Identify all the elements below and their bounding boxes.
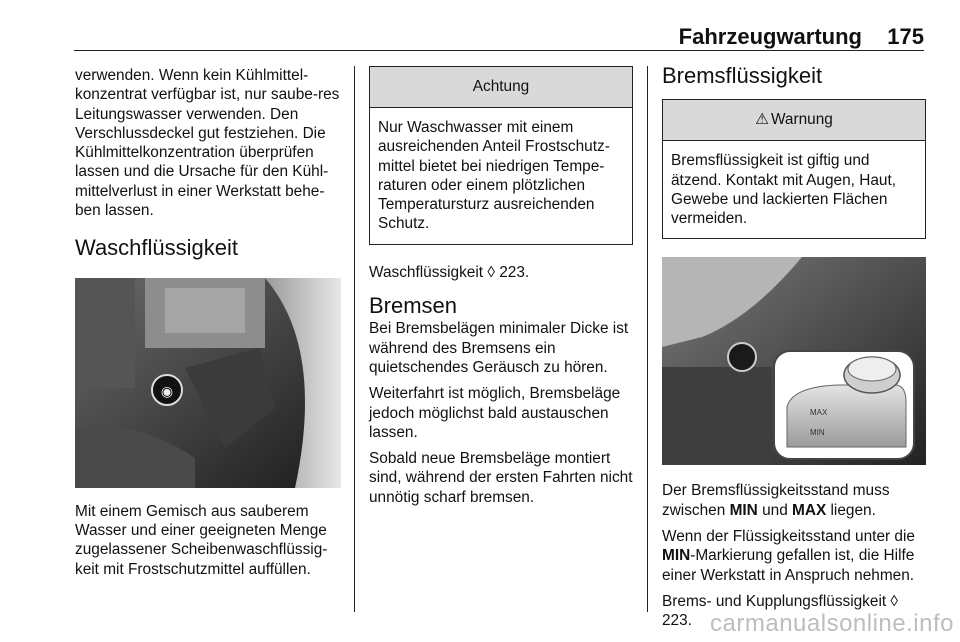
watermark: carmanualsonline.info <box>710 610 954 637</box>
brake-reservoir-illustration <box>662 257 926 465</box>
min-label: MIN <box>810 428 825 438</box>
brakes-heading: Bremsen <box>369 293 458 319</box>
column-2 <box>369 66 633 514</box>
max-label: MAX <box>810 408 828 418</box>
column-1 <box>75 66 341 586</box>
warning-body: Bremsflüssigkeit ist giftig und ätzend. Kontakt mit Augen, Haut, Gewebe und lackierten Flächen vermeiden. <box>671 152 897 228</box>
warning-box <box>662 99 926 239</box>
brake-fluid-heading: Bremsflüssigkeit <box>662 63 823 88</box>
column-divider <box>647 66 648 612</box>
warning-icon: ⚠ <box>755 111 769 129</box>
page-header <box>0 0 960 60</box>
brake-fluid-reference: Brems- und Kupplungsflüssigkeit ◊ 223. <box>662 592 899 630</box>
brake-fluid-paragraph-2: Wenn der Flüssigkeitsstand unter die MIN-Markierung gefallen ist, die Hilfe einer Werkstatt in Anspruch nehmen. <box>662 528 915 584</box>
brakes-paragraph-1: Bei Bremsbelägen minimaler Dicke ist während des Bremsens ein quietschendes Geräusch zu hören. <box>369 320 629 376</box>
warning-header <box>663 100 925 141</box>
washer-reservoir-illustration <box>75 278 341 488</box>
column-divider <box>354 66 355 612</box>
washer-fluid-caption: Mit einem Gemisch aus sauberem Wasser und einer geeigneten Menge zugelassener Scheibenwaschflüssig-keit mit Frostschutzmittel auffüllen. <box>75 502 328 578</box>
section-title: Fahrzeugwartung <box>678 24 862 49</box>
brake-fluid-paragraph-1: Der Bremsflüssigkeitsstand muss zwischen MIN und MAX liegen. <box>662 482 890 519</box>
caution-box <box>369 66 633 245</box>
coolant-paragraph: verwenden. Wenn kein Kühlmittel-konzentrat verfügbar ist, nur saube-res Leitungswasser verwenden. Den Verschlussdeckel gut festziehen. Die Kühlmittelkonzentration überprüfen lassen und die Ursache für den Kühl-mittelverlust in einer Werkstatt behe-ben lassen. <box>75 67 340 220</box>
brake-fluid-photo <box>662 257 926 465</box>
brakes-paragraph-3: Sobald neue Bremsbeläge montiert sind, während der ersten Fahrten nicht unnötig scharf bremsen. <box>369 450 633 506</box>
column-3 <box>662 63 926 638</box>
warning-title: Warnung <box>770 111 833 129</box>
caution-title: Achtung <box>370 67 632 108</box>
washer-fluid-reference: Waschflüssigkeit ◊ 223. <box>369 263 530 281</box>
svg-text:◉: ◉ <box>160 382 174 399</box>
washer-fluid-heading: Waschflüssigkeit <box>75 235 239 261</box>
header-rule <box>74 50 924 51</box>
brakes-paragraph-2: Weiterfahrt ist möglich, Bremsbeläge jedoch möglichst bald austauschen lassen. <box>369 385 621 441</box>
caution-body: Nur Waschwasser mit einem ausreichenden Anteil Frostschutz-mittel bietet bei niedrigen Tempe-raturen oder einem plötzlichen Temperatursturz ausreichenden Schutz. <box>378 119 610 233</box>
washer-fluid-photo <box>75 278 341 488</box>
page-number: 175 <box>887 24 924 49</box>
